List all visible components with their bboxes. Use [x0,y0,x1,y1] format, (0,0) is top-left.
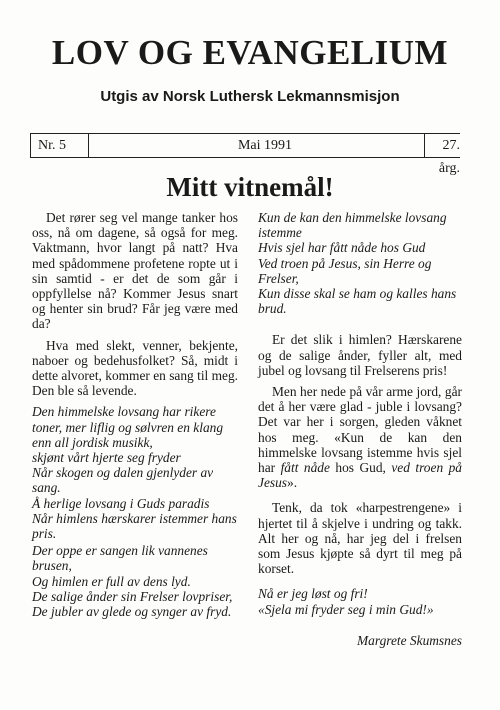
poem-line: Der oppe er sangen lik vannenes brusen, [32,543,208,574]
poem-line: Kun disse skal se ham og kalles hans brud. [258,286,457,317]
issue-divider-1 [88,134,89,157]
paragraph-4-emphasis-1: fått nåde [280,460,330,476]
poem-line: Å herlige lovsang i Guds paradis [32,495,210,511]
issue-divider-2 [424,134,425,157]
poem-line: Når skogen og dalen gjenlyder av sang. [32,465,214,496]
article-title: Mitt vitnemål! [166,172,334,202]
poem-line: De salige ånder sin Frelser lovpriser, [32,588,233,604]
masthead-title: LOV OG EVANGELIUM [51,33,449,72]
issue-bar [30,133,460,176]
paragraph-3: Er det slik i himlen? Hærskarene og de salige ånder, fyller alt, med jubel og lovsang til Frelserens pris! [258,332,462,378]
closing-line-1: Nå er jeg løst og fri! [258,586,368,602]
paragraph-5: Tenk, da tok «harpestrengene» i hjertet til å skjelve i undring og takk. Alt her og nå, har jeg del i frelsen som Jesus kjøpte så dyrt til meg på korset. [258,500,462,577]
paragraph-4-text-2: hos Gud, [329,460,392,476]
issue-year: 27. årg. [438,138,460,176]
paragraph-4-text: Men her nede på vår arme jord, går det å her være glad - juble i lovsang? Det var her i sorgen, gleden våknet hos meg. «Kun de kan den himmelske lovsang istemme hvis sjel har [258,384,462,476]
poem-line: Kun de kan den himmelske lovsang istemme [258,210,447,241]
author-signature: Margrete Skumsnes [357,632,462,648]
left-column [32,210,238,625]
poem-line: Og himlen er full av dens lyd. [32,573,191,589]
poem-2 [258,210,462,316]
paragraph-2: Hva med slekt, venner, bekjente, naboer og bedehusfolket? Så, midt i dette alvoret, kommer en sang til meg. Den ble så levende. [32,337,239,399]
poem-line: De jubler av glede og synger av fryd. [32,604,232,620]
poem-line: Når himlens hærskarer istemmer hans pris. [32,510,237,542]
masthead-subtitle: Utgis av Norsk Luthersk Lekmannsmisjon [100,88,400,105]
closing-lines [258,586,462,616]
issue-number: Nr. 5 [38,138,66,153]
paragraph-4-end: ». [287,475,298,491]
paragraph-4-emphasis-2: ved troen på Jesus [258,460,462,491]
poem-line: Den himmelske lovsang har rikere toner, mer liflig og sølvren en klang enn all jordisk musikk, [32,404,224,450]
poem-line: skjønt vårt hjerte seg fryder [32,450,181,466]
paragraph-1: Det rører seg vel mange tanker hos oss, nå om dagene, så også for meg. Vaktmann, hvor langt på natt? Hva med spådommene profetene ropte ut i sin samtid - er det de som går i oppfyllelse nå? Kommer Jesus snart og henter sin brud? Får jeg være med da? [32,210,238,332]
issue-divider-left [30,134,31,157]
right-column [258,210,462,648]
closing-line-2: «Sjela mi fryder seg i min Gud!» [258,601,434,617]
paragraph-4 [258,384,462,490]
poem-line: Hvis sjel har fått nåde hos Gud [258,240,426,256]
issue-date: Mai 1991 [237,138,293,153]
poem-1 [32,404,238,619]
poem-line: Ved troen på Jesus, sin Herre og Frelser, [258,255,432,286]
